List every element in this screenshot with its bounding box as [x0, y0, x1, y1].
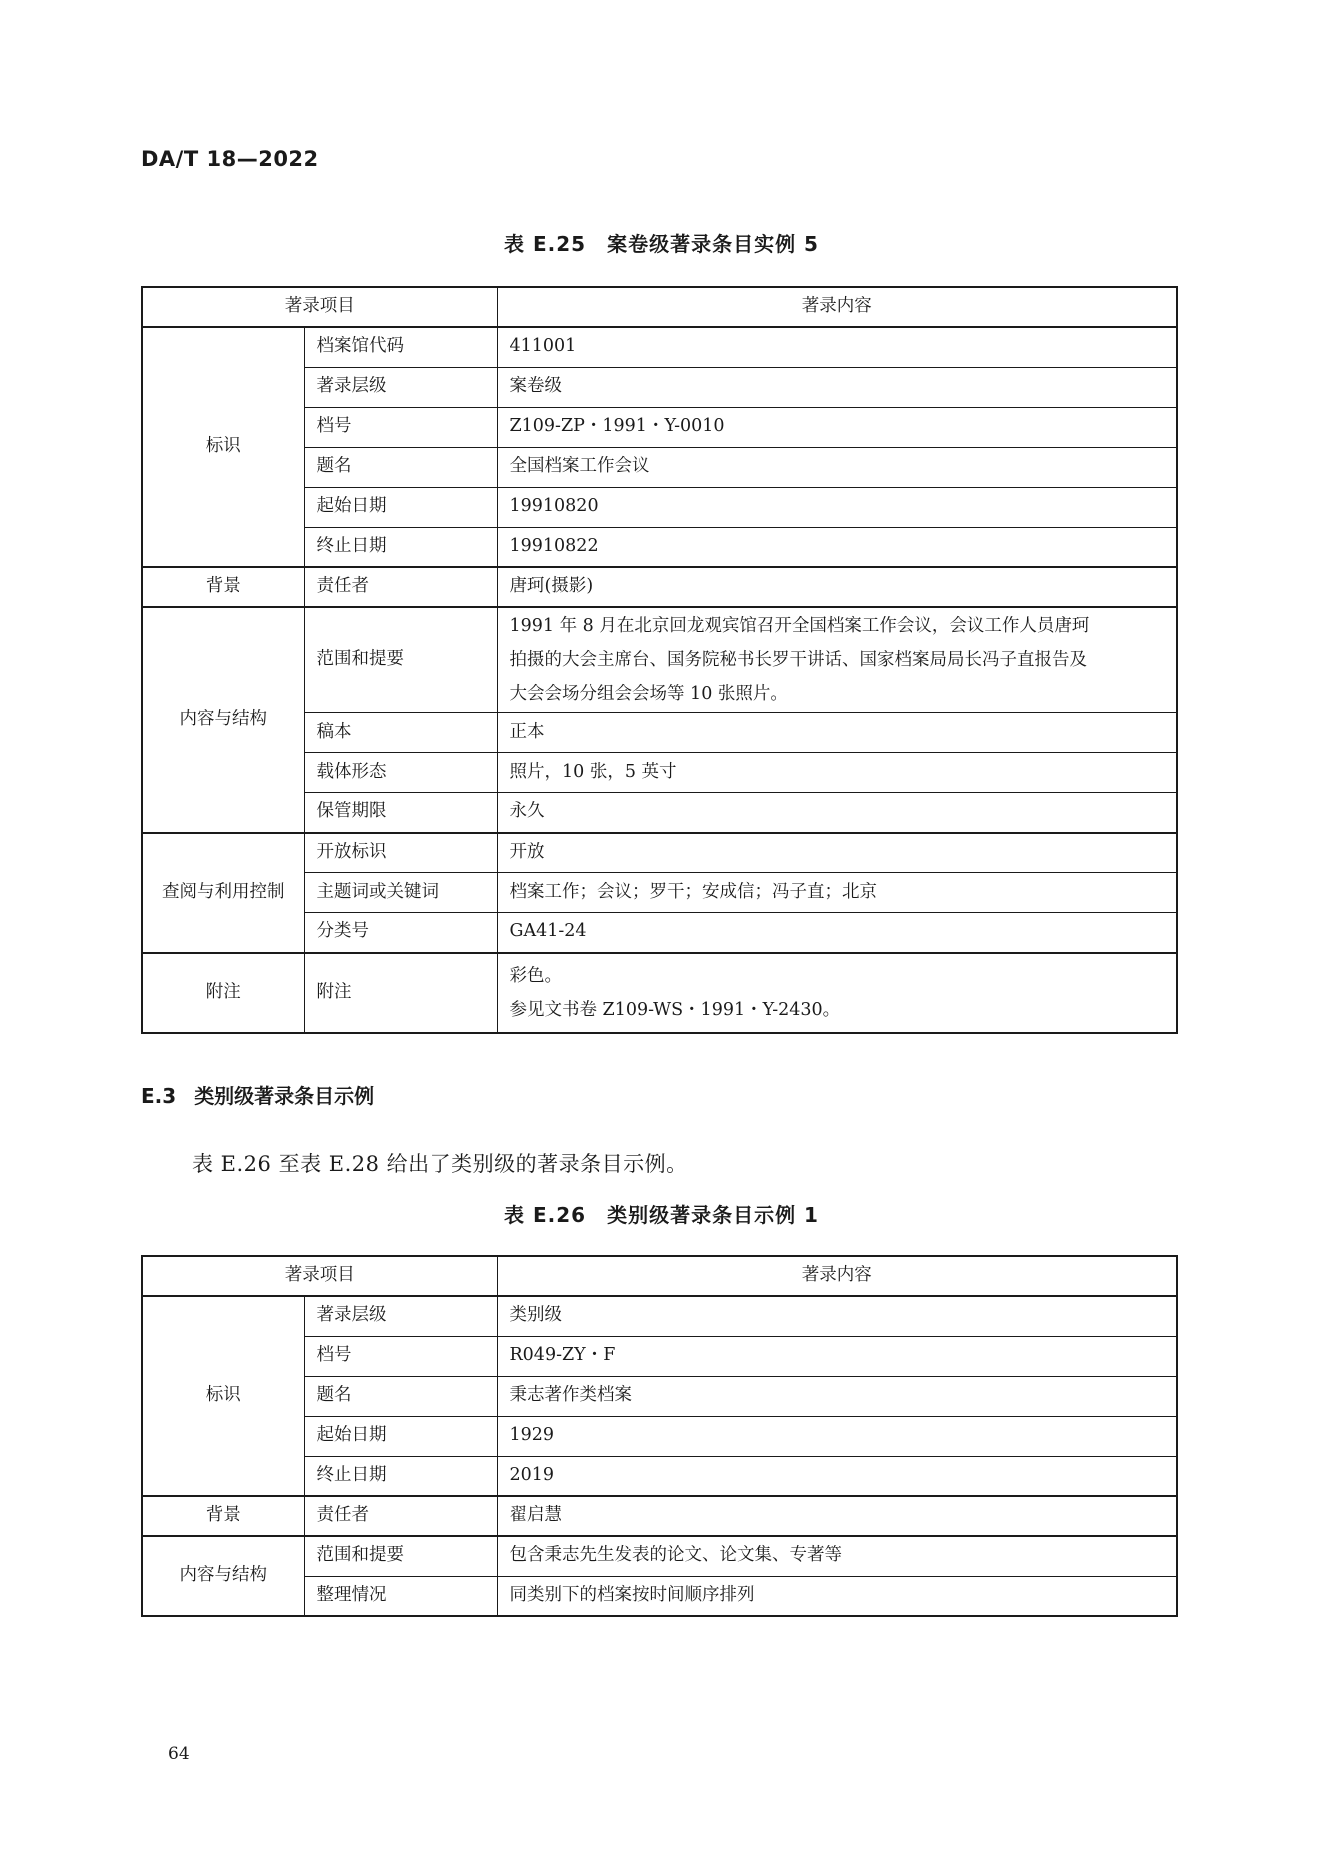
field-label: 主题词或关键词 [304, 873, 497, 913]
field-label: 整理情况 [304, 1576, 497, 1616]
field-label: 责任者 [304, 567, 497, 607]
field-value-multiline [497, 953, 1177, 1033]
field-value: Z109-ZP・1991・Y-0010 [497, 407, 1177, 447]
field-label: 范围和提要 [304, 607, 497, 713]
field-value: GA41-24 [497, 913, 1177, 953]
table-header-content: 著录内容 [497, 287, 1177, 327]
field-value: 案卷级 [497, 367, 1177, 407]
field-value: 2019 [497, 1456, 1177, 1496]
text-line: 拍摄的大会主席台、国务院秘书长罗干讲话、国家档案局局长冯子直报告及 [509, 650, 1087, 670]
text-line: 1991 年 8 月在北京回龙观宾馆召开全国档案工作会议，会议工作人员唐珂 [509, 616, 1090, 636]
body-paragraph: 表 E.26 至表 E.28 给出了类别级的著录条目示例。 [192, 1152, 688, 1176]
field-label: 档案馆代码 [304, 327, 497, 367]
field-label: 题名 [304, 1376, 497, 1416]
field-value: 包含秉志先生发表的论文、论文集、专著等 [497, 1536, 1177, 1576]
section-heading [141, 1080, 374, 1109]
table-header-content: 著录内容 [497, 1256, 1177, 1296]
field-label: 档号 [304, 407, 497, 447]
field-value: 1929 [497, 1416, 1177, 1456]
section-title-text: 类别级著录条目示例 [194, 1084, 375, 1108]
table-caption: 表 E.25 案卷级著录条目实例 5 [504, 232, 819, 256]
category-cell: 背景 [142, 1496, 304, 1536]
category-cell: 标识 [142, 327, 304, 567]
text-line: 参见文书卷 Z109-WS・1991・Y-2430。 [509, 999, 841, 1020]
field-label: 著录层级 [304, 367, 497, 407]
category-cell: 内容与结构 [142, 607, 304, 833]
record-table [141, 1255, 1178, 1617]
field-label: 责任者 [304, 1496, 497, 1536]
field-value: 档案工作；会议；罗干；安成信；冯子直；北京 [497, 873, 1177, 913]
field-value: 全国档案工作会议 [497, 447, 1177, 487]
table-header-item: 著录项目 [142, 1256, 497, 1296]
field-value: 同类别下的档案按时间顺序排列 [497, 1576, 1177, 1616]
category-cell: 内容与结构 [142, 1536, 304, 1616]
field-value: 秉志著作类档案 [497, 1376, 1177, 1416]
text-line: 彩色。 [509, 965, 562, 986]
category-cell: 标识 [142, 1296, 304, 1496]
field-label: 起始日期 [304, 1416, 497, 1456]
category-cell: 附注 [142, 953, 304, 1033]
field-value: 永久 [497, 793, 1177, 833]
field-label: 起始日期 [304, 487, 497, 527]
field-label: 终止日期 [304, 527, 497, 567]
section-number: E.3 [141, 1084, 177, 1108]
field-label: 稿本 [304, 713, 497, 753]
field-label: 档号 [304, 1336, 497, 1376]
field-value: 19910820 [497, 487, 1177, 527]
field-value: 开放 [497, 833, 1177, 873]
field-label: 开放标识 [304, 833, 497, 873]
text-line: 大会会场分组会会场等 10 张照片。 [509, 684, 788, 704]
field-label: 分类号 [304, 913, 497, 953]
field-label: 题名 [304, 447, 497, 487]
field-label: 保管期限 [304, 793, 497, 833]
record-table [141, 286, 1178, 1034]
field-value: 411001 [497, 327, 1177, 367]
field-value: 唐珂(摄影) [497, 567, 1177, 607]
field-label: 范围和提要 [304, 1536, 497, 1576]
field-label: 载体形态 [304, 753, 497, 793]
category-cell: 背景 [142, 567, 304, 607]
field-label: 附注 [304, 953, 497, 1033]
field-value: 类别级 [497, 1296, 1177, 1336]
category-cell: 查阅与利用控制 [142, 833, 304, 953]
field-value: 正本 [497, 713, 1177, 753]
table-caption: 表 E.26 类别级著录条目示例 1 [504, 1203, 819, 1227]
table-header-item: 著录项目 [142, 287, 497, 327]
field-value: 19910822 [497, 527, 1177, 567]
field-value-multiline [497, 607, 1177, 713]
field-value: R049-ZY・F [497, 1336, 1177, 1376]
field-value: 照片，10 张，5 英寸 [497, 753, 1177, 793]
standard-code: DA/T 18—2022 [141, 147, 319, 171]
field-label: 终止日期 [304, 1456, 497, 1496]
field-value: 翟启慧 [497, 1496, 1177, 1536]
field-label: 著录层级 [304, 1296, 497, 1336]
page-number: 64 [168, 1744, 190, 1764]
